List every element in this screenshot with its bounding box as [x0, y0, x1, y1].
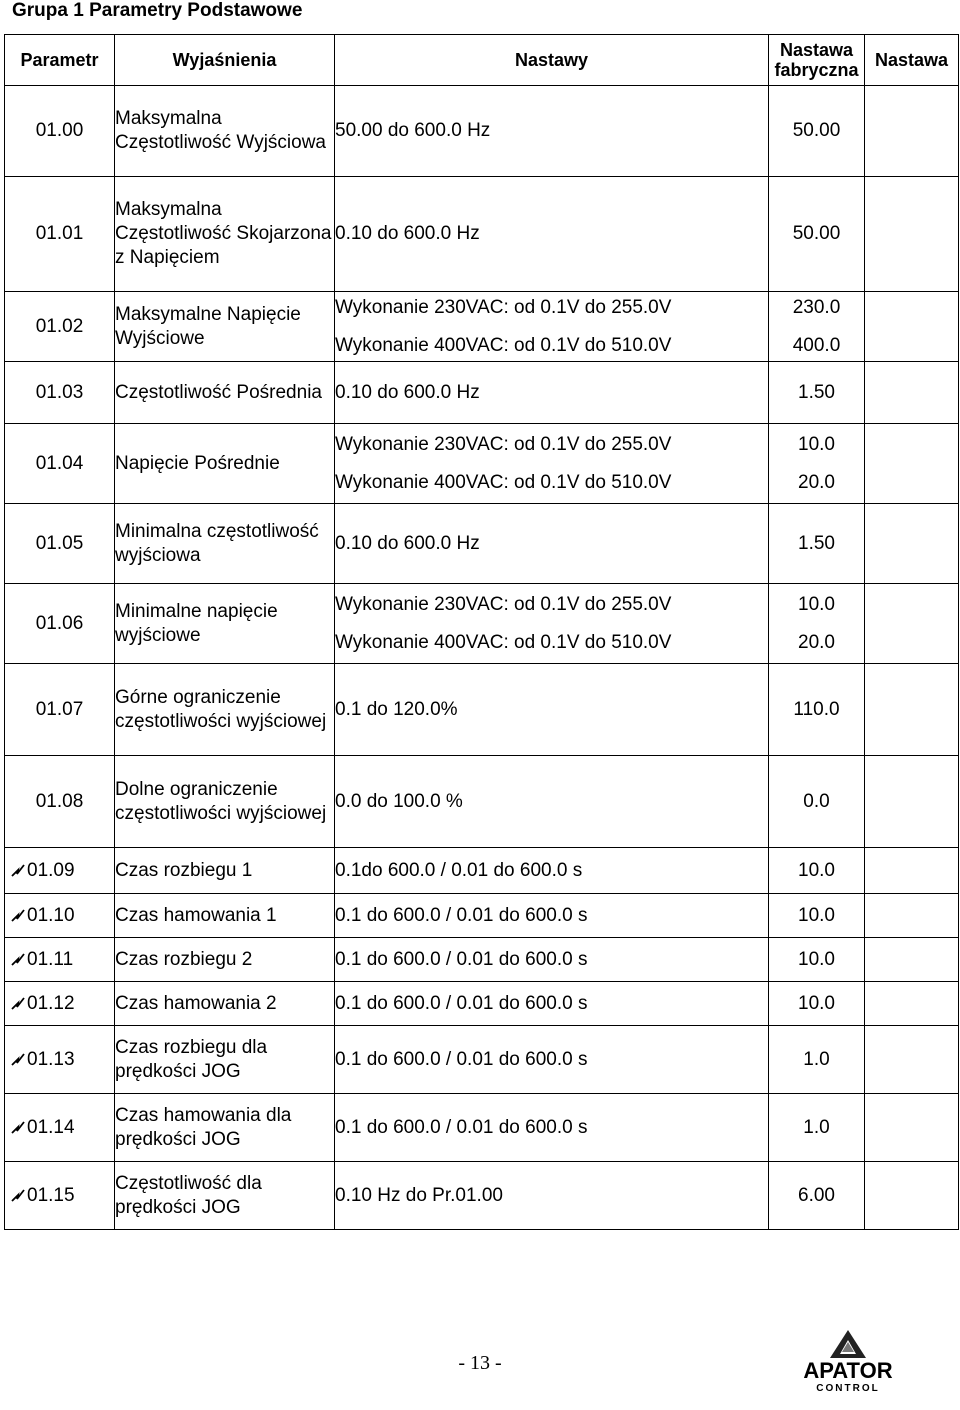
table-row	[5, 362, 959, 424]
factory-value: 1.0	[803, 1048, 830, 1070]
cell-param	[5, 362, 115, 424]
cell-settings	[335, 894, 769, 938]
param-code: 01.04	[35, 452, 84, 474]
factory-value: 10.0	[798, 948, 835, 970]
live-change-icon	[11, 995, 25, 1011]
cell-param	[5, 894, 115, 938]
table-header-row	[5, 35, 959, 86]
cell-settings	[335, 177, 769, 292]
param-code: 01.02	[35, 315, 84, 337]
setting-range: Wykonanie 400VAC: od 0.1V do 510.0V	[335, 471, 672, 493]
factory-value: 6.00	[798, 1184, 835, 1206]
param-code: 01.08	[35, 790, 84, 812]
cell-settings	[335, 1162, 769, 1230]
param-code: 01.13	[27, 1048, 75, 1070]
cell-settings	[335, 756, 769, 848]
cell-description: Częstotliwość dla prędkości JOG	[115, 1162, 335, 1230]
param-code: 01.09	[27, 859, 75, 881]
cell-param	[5, 1026, 115, 1094]
factory-value: 10.0	[798, 904, 835, 926]
live-change-icon	[11, 1119, 25, 1135]
cell-factory	[769, 938, 865, 982]
factory-value: 10.0	[798, 992, 835, 1014]
table-row	[5, 938, 959, 982]
cell-param	[5, 504, 115, 584]
table-row	[5, 982, 959, 1026]
cell-param	[5, 86, 115, 177]
cell-description: Górne ograniczenie częstotliwości wyjściowej	[115, 664, 335, 756]
cell-description: Czas hamowania dla prędkości JOG	[115, 1094, 335, 1162]
table-row	[5, 177, 959, 292]
cell-settings	[335, 362, 769, 424]
setting-range: 0.1 do 600.0 / 0.01 do 600.0 s	[335, 948, 588, 970]
table-row	[5, 848, 959, 894]
live-change-icon	[11, 907, 25, 923]
table-row	[5, 424, 959, 504]
factory-value: 10.0	[798, 433, 835, 455]
cell-user-setting[interactable]	[865, 1094, 959, 1162]
cell-param	[5, 424, 115, 504]
cell-description: Maksymalna Częstotliwość Wyjściowa	[115, 86, 335, 177]
factory-value: 0.0	[803, 790, 830, 812]
param-code: 01.10	[27, 904, 75, 926]
factory-value: 20.0	[798, 631, 835, 653]
page-title: Grupa 1 Parametry Podstawowe	[12, 0, 303, 21]
table-row	[5, 1094, 959, 1162]
header-settings: Nastawy	[335, 35, 769, 86]
param-code: 01.06	[35, 612, 84, 634]
cell-settings	[335, 664, 769, 756]
cell-user-setting[interactable]	[865, 894, 959, 938]
live-change-icon	[11, 1051, 25, 1067]
cell-param	[5, 1162, 115, 1230]
cell-factory	[769, 584, 865, 664]
cell-user-setting[interactable]	[865, 504, 959, 584]
cell-description: Maksymalne Napięcie Wyjściowe	[115, 292, 335, 362]
cell-user-setting[interactable]	[865, 584, 959, 664]
factory-value: 50.00	[792, 120, 841, 141]
cell-description: Czas rozbiegu 2	[115, 938, 335, 982]
setting-range: Wykonanie 230VAC: od 0.1V do 255.0V	[335, 433, 672, 455]
factory-value: 20.0	[798, 471, 835, 493]
setting-range: 0.0 do 100.0 %	[335, 790, 463, 812]
cell-factory	[769, 848, 865, 894]
cell-user-setting[interactable]	[865, 177, 959, 292]
cell-settings	[335, 424, 769, 504]
parameters-table	[4, 34, 959, 1230]
cell-user-setting[interactable]	[865, 1026, 959, 1094]
header-factory: Nastawa fabryczna	[769, 35, 865, 86]
setting-range: Wykonanie 400VAC: od 0.1V do 510.0V	[335, 631, 672, 653]
cell-description: Czas hamowania 1	[115, 894, 335, 938]
param-code: 01.05	[35, 532, 84, 554]
setting-range: 0.10 do 600.0 Hz	[335, 532, 480, 554]
cell-factory	[769, 86, 865, 177]
cell-factory	[769, 424, 865, 504]
setting-range: 50.00 do 600.0 Hz	[335, 120, 491, 141]
setting-range: Wykonanie 400VAC: od 0.1V do 510.0V	[335, 334, 672, 356]
table-row	[5, 756, 959, 848]
cell-param	[5, 584, 115, 664]
setting-range: 0.1 do 120.0%	[335, 698, 458, 720]
cell-settings	[335, 584, 769, 664]
cell-factory	[769, 664, 865, 756]
cell-factory	[769, 177, 865, 292]
live-change-icon	[11, 862, 25, 878]
table-row	[5, 894, 959, 938]
factory-value: 110.0	[793, 698, 840, 720]
cell-settings	[335, 1026, 769, 1094]
cell-user-setting[interactable]	[865, 292, 959, 362]
setting-range: 0.1 do 600.0 / 0.01 do 600.0 s	[335, 992, 588, 1014]
factory-value: 1.50	[798, 532, 835, 554]
setting-range: 0.1 do 600.0 / 0.01 do 600.0 s	[335, 904, 588, 926]
cell-description: Napięcie Pośrednie	[115, 424, 335, 504]
cell-settings	[335, 848, 769, 894]
header-desc: Wyjaśnienia	[115, 35, 335, 86]
factory-value: 1.50	[798, 381, 835, 403]
factory-value: 10.0	[798, 859, 835, 881]
factory-value: 50.00	[792, 223, 841, 244]
cell-settings	[335, 1094, 769, 1162]
table-row	[5, 1026, 959, 1094]
cell-user-setting[interactable]	[865, 938, 959, 982]
cell-user-setting[interactable]	[865, 424, 959, 504]
cell-settings	[335, 982, 769, 1026]
table-row	[5, 86, 959, 177]
company-logo	[784, 1328, 912, 1408]
cell-factory	[769, 504, 865, 584]
cell-factory	[769, 982, 865, 1026]
logo-subtitle: CONTROL	[816, 1383, 880, 1394]
cell-param	[5, 756, 115, 848]
cell-param	[5, 292, 115, 362]
cell-user-setting[interactable]	[865, 362, 959, 424]
setting-range: 0.10 do 600.0 Hz	[335, 381, 480, 403]
cell-param	[5, 938, 115, 982]
cell-description: Minimalna częstotliwość wyjściowa	[115, 504, 335, 584]
setting-range: 0.1 do 600.0 / 0.01 do 600.0 s	[335, 1048, 588, 1070]
cell-settings	[335, 292, 769, 362]
cell-description: Czas rozbiegu dla prędkości JOG	[115, 1026, 335, 1094]
cell-param	[5, 177, 115, 292]
cell-user-setting[interactable]	[865, 1162, 959, 1230]
table-row	[5, 664, 959, 756]
param-code: 01.01	[35, 223, 84, 244]
cell-description: Minimalne napięcie wyjściowe	[115, 584, 335, 664]
cell-factory	[769, 292, 865, 362]
factory-value: 10.0	[798, 593, 835, 615]
live-change-icon	[11, 1187, 25, 1203]
cell-param	[5, 982, 115, 1026]
live-change-icon	[11, 951, 25, 967]
cell-param	[5, 664, 115, 756]
cell-description: Maksymalna Częstotliwość Skojarzona z Napięciem	[115, 177, 335, 292]
cell-factory	[769, 894, 865, 938]
cell-settings	[335, 86, 769, 177]
cell-settings	[335, 504, 769, 584]
cell-description: Czas rozbiegu 1	[115, 848, 335, 894]
param-code: 01.07	[35, 698, 84, 720]
param-code: 01.15	[27, 1184, 75, 1206]
table-row	[5, 584, 959, 664]
cell-description: Dolne ograniczenie częstotliwości wyjściowej	[115, 756, 335, 848]
cell-param	[5, 848, 115, 894]
table-body	[5, 86, 959, 1230]
param-code: 01.00	[35, 120, 84, 141]
cell-description: Częstotliwość Pośrednia	[115, 362, 335, 424]
table-row	[5, 504, 959, 584]
cell-user-setting[interactable]	[865, 756, 959, 848]
cell-factory	[769, 362, 865, 424]
cell-user-setting[interactable]	[865, 86, 959, 177]
factory-value: 230.0	[792, 296, 841, 318]
setting-range: 0.10 do 600.0 Hz	[335, 223, 480, 244]
cell-factory	[769, 1094, 865, 1162]
param-code: 01.12	[27, 992, 75, 1014]
cell-factory	[769, 1026, 865, 1094]
param-code: 01.11	[27, 948, 74, 970]
cell-description: Czas hamowania 2	[115, 982, 335, 1026]
setting-range: 0.1do 600.0 / 0.01 do 600.0 s	[335, 859, 583, 881]
factory-value: 1.0	[803, 1116, 830, 1138]
setting-range: Wykonanie 230VAC: od 0.1V do 255.0V	[335, 593, 672, 615]
cell-factory	[769, 756, 865, 848]
header-param: Parametr	[5, 35, 115, 86]
cell-user-setting[interactable]	[865, 848, 959, 894]
apator-logo-icon	[784, 1328, 912, 1360]
param-code: 01.14	[27, 1116, 75, 1138]
logo-name: APATOR	[803, 1358, 893, 1383]
cell-user-setting[interactable]	[865, 982, 959, 1026]
table-row	[5, 1162, 959, 1230]
cell-settings	[335, 938, 769, 982]
cell-param	[5, 1094, 115, 1162]
header-user: Nastawa	[865, 35, 959, 86]
setting-range: Wykonanie 230VAC: od 0.1V do 255.0V	[335, 296, 672, 318]
cell-user-setting[interactable]	[865, 664, 959, 756]
param-code: 01.03	[35, 381, 84, 403]
cell-factory	[769, 1162, 865, 1230]
table-row	[5, 292, 959, 362]
setting-range: 0.1 do 600.0 / 0.01 do 600.0 s	[335, 1116, 588, 1138]
factory-value: 400.0	[792, 334, 841, 356]
setting-range: 0.10 Hz do Pr.01.00	[335, 1184, 503, 1206]
page-number: - 13 -	[458, 1352, 502, 1374]
